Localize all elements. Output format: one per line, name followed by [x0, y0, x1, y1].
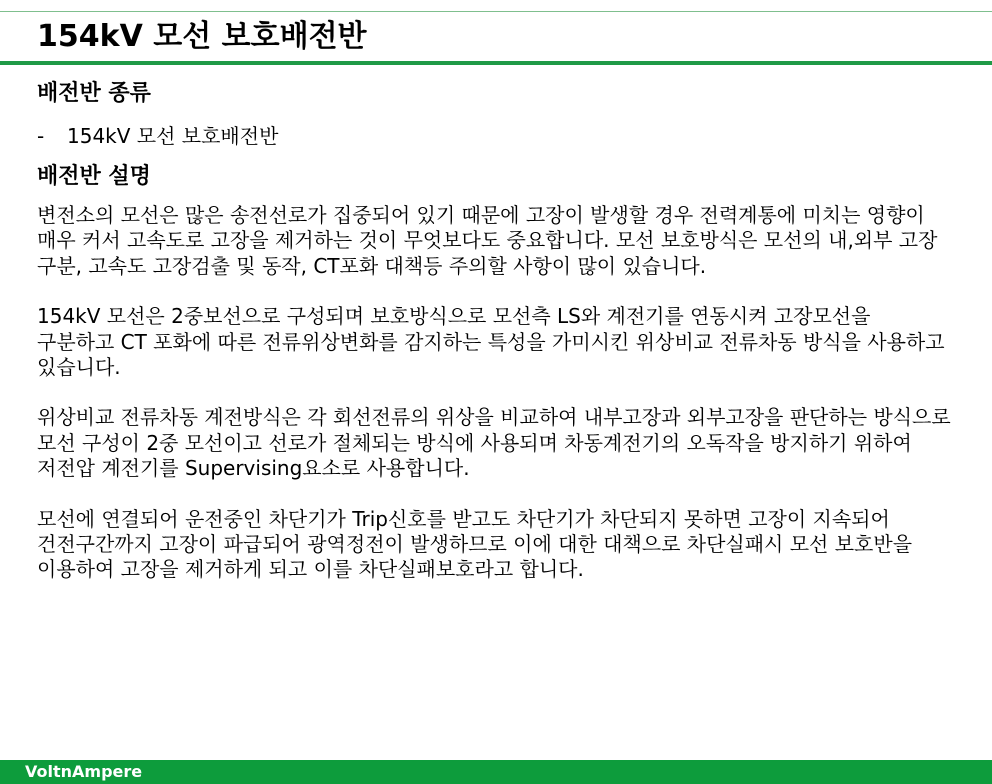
- title-underline: [0, 61, 992, 65]
- top-divider: [0, 11, 992, 12]
- paragraph: 154kV 모선은 2중보선으로 구성되며 보호방식으로 모선측 LS와 계전기를 연동시켜 고장모선을 구분하고 CT 포화에 따른 전류위상변화를 감지하는 특성을 가미시킨 위상비교 전류차동 방식을 사용하고 있습니다.: [37, 304, 945, 380]
- paragraph: 모선에 연결되어 운전중인 차단기가 Trip신호를 받고도 차단기가 차단되지 못하면 고장이 지속되어 건전구간까지 고장이 파급되어 광역정전이 발생하므로 이에 대한 대책으로 차단실패시 모선 보호반을 이용하여 고장을 제거하게 되고 이를 차단실패보호라고 합니다.: [37, 506, 913, 582]
- paragraph: 변전소의 모선은 많은 송전선로가 집중되어 있기 때문에 고장이 발생할 경우 전력계통에 미치는 영향이 매우 커서 고속도로 고장을 제거하는 것이 무엇보다도 중요합니다. 모선 보호방식은 모선의 내,외부 고장 구분, 고속도 고장검출 및 동작, CT포화 대책등 주의할 사항이 많이 있습니다.: [37, 203, 938, 278]
- brand-logo-text: VoltnAmpere: [25, 762, 143, 781]
- bullet-dash: -: [37, 124, 45, 148]
- list-item-text: 154kV 모선 보호배전반: [67, 124, 279, 148]
- paragraph: 위상비교 전류차동 계전방식은 각 회선전류의 위상을 비교하여 내부고장과 외부고장을 판단하는 방식으로 모선 구성이 2중 모선이고 선로가 절체되는 방식에 사용되며 차동계전기의 오독작을 방지하기 위하여 저전압 계전기를 Supervising요소로 사용합니다.: [37, 405, 951, 481]
- document-body: [37, 78, 952, 608]
- page-title: 154kV 모선 보호배전반: [37, 19, 367, 54]
- section-heading-description: 배전반 설명: [37, 164, 151, 189]
- section-heading-type: 배전반 종류: [37, 81, 151, 106]
- footer-bar: [0, 760, 992, 784]
- list-item: [37, 121, 952, 151]
